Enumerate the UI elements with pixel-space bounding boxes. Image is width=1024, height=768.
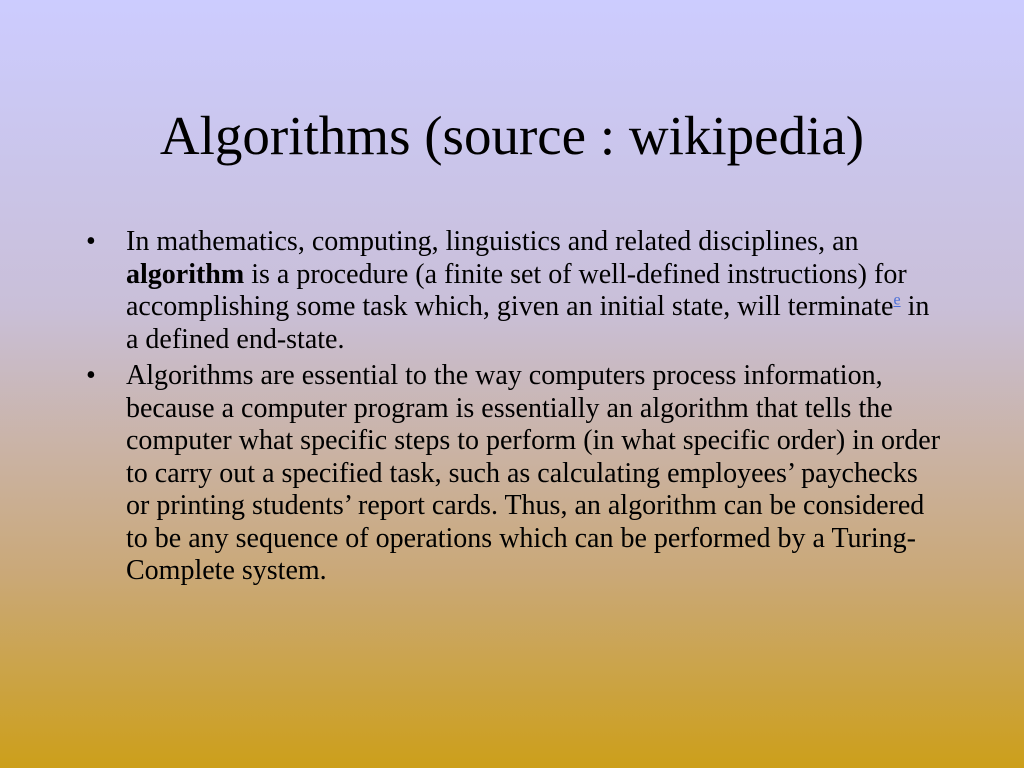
slide-title: Algorithms (source : wikipedia) <box>159 105 865 166</box>
bullet-item <box>84 226 944 356</box>
text-run: In mathematics, computing, linguistics and related disciplines, an <box>126 226 859 257</box>
bullet-icon: • <box>86 360 96 391</box>
footnote-link[interactable]: e <box>893 291 901 309</box>
bullet-icon: • <box>86 226 96 257</box>
bullet-item <box>84 360 944 588</box>
bullet-list <box>84 226 944 592</box>
bullet-text <box>126 226 929 355</box>
text-run: is a procedure (a finite set of well-defined instructions) for accomplishing some task which, given an initial state, will terminate <box>126 258 907 322</box>
keyword-algorithm: algorithm <box>126 258 245 290</box>
bullet-text: Algorithms are essential to the way computers process information, because a computer program is essentially an algorithm that tells the computer what specific steps to perform (in what specific order) in order to carry out a specified task, such as calculating employees’ paychecks or printing students’ report cards. Thus, an algorithm can be considered to be any sequence of operations which can be performed by a Turing-Complete system. <box>126 360 941 586</box>
text-run: in a defined end-state. <box>126 291 930 355</box>
